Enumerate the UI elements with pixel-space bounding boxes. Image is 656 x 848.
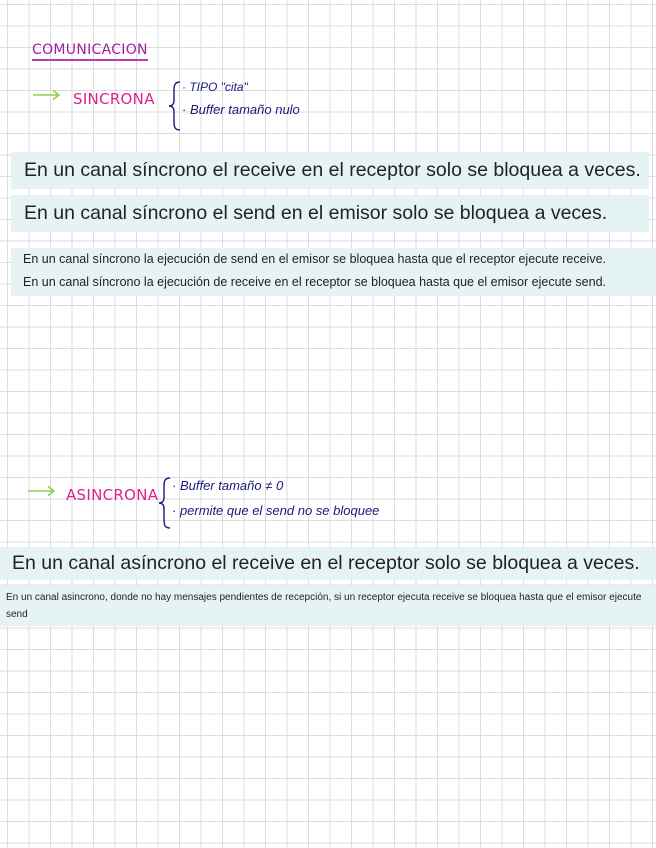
- statement-async-receive-full: En un canal asincrono, donde no hay mensajes pendientes de recepción, si un receptor ejecuta receive se bloquea hasta que el emisor ejecute send: [0, 586, 656, 626]
- asincrona-item: · Buffer tamaño ≠ 0: [172, 478, 284, 493]
- statement-sync-receive-full: En un canal síncrono la ejecución de receive en el receptor se bloquea hasta que el emisor ejecute send.: [23, 275, 607, 289]
- asincrona-item: · permite que el send no se bloquee: [172, 503, 380, 518]
- sincrona-label: SINCRONA: [73, 90, 155, 108]
- notes-title: COMUNICACION: [32, 42, 148, 61]
- statement-sync-send: En un canal síncrono el send en el emisor solo se bloquea a veces.: [11, 195, 649, 232]
- statement-block-sync-full: [11, 248, 656, 296]
- sincrona-item: · Buffer tamaño nulo: [182, 102, 300, 117]
- sincrona-item: · TIPO "cita": [182, 80, 248, 94]
- statement-async-receive: En un canal asíncrono el receive en el receptor solo se bloquea a veces.: [0, 547, 656, 580]
- statement-sync-send-full: En un canal síncrono la ejecución de send en el emisor se bloquea hasta que el receptor ejecute receive.: [23, 252, 607, 266]
- brace-icon: [168, 80, 182, 132]
- arrow-right-icon: [27, 485, 57, 497]
- brace-icon: [158, 476, 172, 530]
- statement-sync-receive: En un canal síncrono el receive en el receptor solo se bloquea a veces.: [11, 152, 649, 189]
- asincrona-label: ASINCRONA: [66, 486, 159, 504]
- arrow-right-icon: [32, 89, 62, 101]
